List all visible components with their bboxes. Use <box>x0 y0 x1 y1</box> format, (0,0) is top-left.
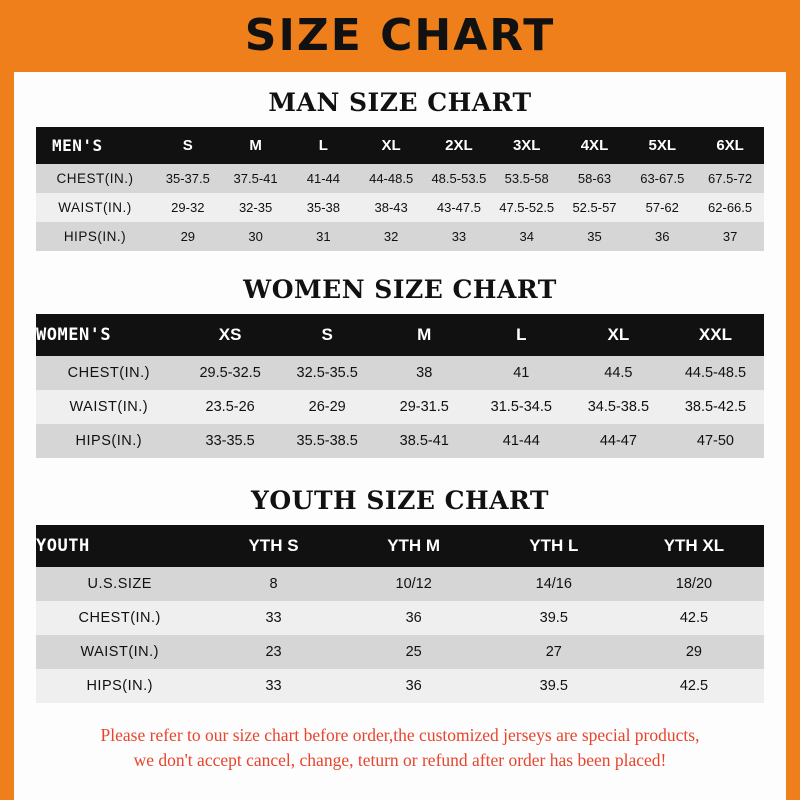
table-cell: 44.5 <box>604 365 633 381</box>
column-header: 4XL <box>580 137 609 154</box>
table-cell: 8 <box>269 576 278 592</box>
table-row <box>36 635 764 669</box>
women-size-table <box>36 314 764 458</box>
table-cell: 32 <box>383 229 399 244</box>
content-area <box>14 88 786 774</box>
table-cell: 41-44 <box>306 171 340 186</box>
column-header: XXL <box>698 325 732 344</box>
table-cell: 58-63 <box>577 171 612 186</box>
table-cell: 43-47.5 <box>436 200 481 215</box>
table-cell: 33 <box>451 229 467 244</box>
table-cell: 42.5 <box>679 610 709 626</box>
table-cell: 41-44 <box>502 433 540 449</box>
table-row <box>36 222 764 251</box>
table-cell: 33 <box>265 610 282 626</box>
column-header: S <box>321 325 333 344</box>
table-cell: 31 <box>316 229 331 244</box>
column-header: M <box>417 325 432 344</box>
table-cell: 32.5-35.5 <box>296 365 358 381</box>
row-label: CHEST(IN.) <box>67 365 150 381</box>
row-label: WAIST(IN.) <box>80 644 159 660</box>
table-corner-label: YOUTH <box>36 536 90 556</box>
table-cell: 32-35 <box>238 200 273 215</box>
table-cell: 36 <box>405 678 422 694</box>
column-header: 5XL <box>648 137 677 154</box>
table-header-row <box>36 127 764 164</box>
table-cell: 23.5-26 <box>205 399 255 415</box>
table-cell: 57-62 <box>645 200 679 215</box>
table-corner-label: MEN'S <box>52 136 103 155</box>
table-cell: 62-66.5 <box>708 200 753 215</box>
row-label: CHEST(IN.) <box>78 610 161 626</box>
column-header: YTH XL <box>663 536 725 555</box>
column-header: 3XL <box>512 137 541 154</box>
man-table-body <box>36 164 764 251</box>
row-label: HIPS(IN.) <box>75 433 143 449</box>
table-row <box>36 567 764 601</box>
table-cell: 47-50 <box>696 433 734 449</box>
table-cell: 44.5-48.5 <box>684 365 747 381</box>
column-header: L <box>318 137 328 154</box>
table-header-row <box>36 314 764 356</box>
table-cell: 29.5-32.5 <box>199 365 261 381</box>
women-table-body <box>36 356 764 458</box>
table-cell: 23 <box>265 644 282 660</box>
table-cell: 35-37.5 <box>165 171 210 186</box>
table-cell: 42.5 <box>679 678 709 694</box>
man-section-title: MAN SIZE CHART <box>268 88 532 117</box>
table-cell: 10/12 <box>395 576 432 592</box>
table-cell: 47.5-52.5 <box>499 200 555 215</box>
table-cell: 36 <box>655 229 670 244</box>
man-table-header <box>36 127 764 164</box>
table-cell: 29 <box>180 229 196 244</box>
table-cell: 67.5-72 <box>708 171 753 186</box>
table-cell: 39.5 <box>539 610 568 626</box>
table-cell: 34.5-38.5 <box>587 399 650 415</box>
table-cell: 29-32 <box>171 200 205 215</box>
table-cell: 33 <box>265 678 282 694</box>
table-cell: 35.5-38.5 <box>296 433 358 449</box>
column-header: YTH L <box>529 536 579 555</box>
table-corner-label: WOMEN'S <box>36 325 112 345</box>
column-header: L <box>516 325 527 344</box>
man-size-table <box>36 127 764 251</box>
table-cell: 26-29 <box>308 399 346 415</box>
column-header: S <box>182 137 193 154</box>
table-cell: 29 <box>685 644 702 660</box>
table-cell: 44-48.5 <box>369 171 414 186</box>
row-label: CHEST(IN.) <box>56 171 134 186</box>
table-cell: 31.5-34.5 <box>490 399 552 415</box>
table-row <box>36 356 764 390</box>
table-cell: 30 <box>248 229 263 244</box>
footer-line-1: Please refer to our size chart before order,the customized jerseys are special products, <box>100 725 700 745</box>
table-cell: 38 <box>416 365 433 381</box>
table-cell: 27 <box>545 644 562 660</box>
table-cell: 41 <box>513 365 530 381</box>
table-row <box>36 669 764 703</box>
table-cell: 35-38 <box>306 200 340 215</box>
table-cell: 18/20 <box>675 576 713 592</box>
row-label: WAIST(IN.) <box>58 200 132 215</box>
table-cell: 63-67.5 <box>640 171 685 186</box>
table-cell: 37.5-41 <box>233 171 278 186</box>
table-cell: 35 <box>587 229 602 244</box>
table-cell: 53.5-58 <box>504 171 549 186</box>
column-header: YTH S <box>248 536 299 555</box>
youth-table-body <box>36 567 764 703</box>
table-row <box>36 390 764 424</box>
table-cell: 34 <box>519 229 534 244</box>
table-cell: 38-43 <box>374 200 408 215</box>
header-band <box>0 0 800 72</box>
row-label: HIPS(IN.) <box>86 678 153 694</box>
table-cell: 38.5-42.5 <box>684 399 747 415</box>
table-cell: 37 <box>722 229 738 244</box>
row-label: HIPS(IN.) <box>63 229 127 244</box>
women-table-header <box>36 314 764 356</box>
table-cell: 33-35.5 <box>205 433 255 449</box>
row-label: U.S.SIZE <box>87 576 152 592</box>
column-header: YTH M <box>387 536 441 555</box>
column-header: 2XL <box>445 137 473 154</box>
table-row <box>36 424 764 458</box>
table-cell: 52.5-57 <box>572 200 617 215</box>
women-section-title: WOMEN SIZE CHART <box>243 275 557 304</box>
youth-section-title: YOUTH SIZE CHART <box>251 486 549 515</box>
row-label: WAIST(IN.) <box>69 399 149 415</box>
page-title: SIZE CHART <box>244 10 556 61</box>
column-header: 6XL <box>716 137 744 154</box>
youth-size-table <box>36 525 764 703</box>
table-cell: 36 <box>405 610 422 626</box>
column-header: XL <box>381 137 401 154</box>
footer-note <box>36 723 764 774</box>
table-row <box>36 601 764 635</box>
column-header: M <box>249 137 262 154</box>
footer-line-2: we don't accept cancel, change, teturn or refund after order has been placed! <box>133 750 667 771</box>
table-cell: 38.5-41 <box>399 433 449 449</box>
table-cell: 29-31.5 <box>399 399 449 415</box>
column-header: XL <box>607 325 630 344</box>
column-header: XS <box>218 325 242 344</box>
table-header-row <box>36 525 764 567</box>
table-cell: 44-47 <box>599 433 637 449</box>
table-cell: 25 <box>405 644 422 660</box>
table-cell: 14/16 <box>535 576 572 592</box>
table-cell: 48.5-53.5 <box>431 171 487 186</box>
youth-table-header <box>36 525 764 567</box>
table-cell: 39.5 <box>539 678 568 694</box>
table-row <box>36 164 764 193</box>
table-row <box>36 193 764 222</box>
